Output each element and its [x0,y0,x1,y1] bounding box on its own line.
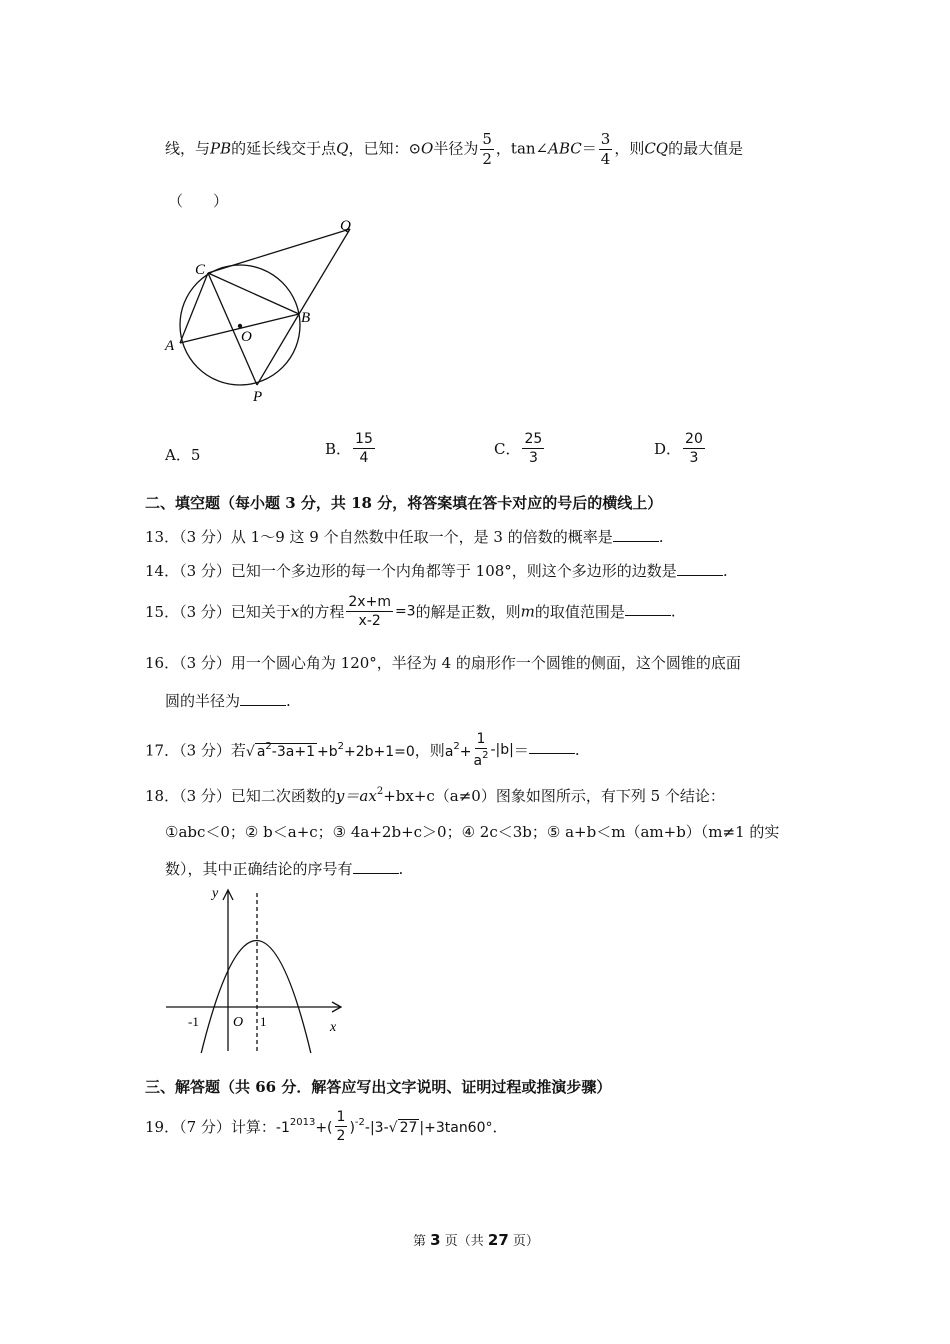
label-a: A [165,338,175,354]
section3-title: 三、解答题（共 66 分．解答应写出文字说明、证明过程或推演步骤） [145,1078,612,1096]
tan-fraction: $\frac{3}{4}$ [600,130,611,168]
tick-label-neg1: -1 [188,1014,199,1029]
q16-line2: 圆的半径为 . [165,692,291,710]
q18-line1: 18．（3 分）已知二次函数的$y=ax^2+bx+c(a\ne 0)$图象如图所示，有下列 5 个结论： [145,786,725,805]
label-p: P [253,389,263,405]
q14: 14．（3 分）已知一个多边形的每一个内角都等于 108°，则这个多边形的边数是 . [145,562,728,580]
q13: 13．（3 分）从 1～9 这 9 个自然数中任取一个，是 3 的倍数的概率是 . [145,528,664,546]
equation-fraction: $\frac{2x+m}{x-2}$ [348,594,391,629]
circle-figure [155,215,375,410]
q12-line1: 线，与PB的延长线交于点Q，已知：⊙O半径为 $\frac{5}{2}$ ，tan∠ABC＝ $\frac{3}{4}$ ，则CQ的最大值是 [165,130,744,168]
q16-line1: 16．（3 分）用一个圆心角为 120°，半径为 4 的扇形作一个圆锥的侧面，这个圆锥的底面 [145,654,741,672]
answer-blank [625,601,671,616]
page-total: 27 [487,1231,509,1249]
axis-label-y: y [212,886,219,901]
option-a: A．5 [165,446,201,464]
answer-blank [529,739,575,754]
section2-title: 二、填空题（每小题 3 分，共 18 分，将答案填在答卡对应的号后的横线上） [145,494,663,512]
axis-label-x: x [330,1020,337,1035]
radius-fraction: $\frac{5}{2}$ [482,130,492,168]
q12-paren: （ ） [168,192,229,210]
q18-line3: 数），其中正确结论的序号有 . [165,860,404,878]
tick-label-1: 1 [260,1014,267,1029]
label-b: B [301,310,311,326]
label-o: O [241,329,252,345]
label-c: C [195,262,206,278]
parabola-graph [160,883,350,1053]
answer-blank [240,691,286,706]
answer-blank [613,527,659,542]
origin-label: O [233,1015,244,1030]
q17: 17．（3 分）若√ $a^2-3a+1 +b^2+2b+1=0$，则$a^2+$ $\frac{1}{a^2}$ -|b|＝ . [145,731,580,769]
option-d: D． $\frac{20}{3}$ [654,431,703,466]
page-footer: 第 3 页（共 27 页） [413,1231,539,1249]
q19: 19．（7 分）计算：$-1^{2013}+$( $\frac{1}{2}$ )$^{-2}$-|3-√ 27 |+3tan60°． [145,1109,508,1144]
option-c: C． $\frac{25}{3}$ [494,431,543,466]
option-b: B． $\frac{15}{4}$ [325,431,373,466]
sqrt-expression: $a^2-3a+1$ [256,740,315,760]
page-number: 3 [430,1231,441,1249]
q18-line2: ①abc＜0；② b＜a+c；③ 4a+2b+c＞0；④ 2c＜3b；⑤ a+b＜m（am+b）（m≠1 的实 [165,823,780,841]
q19-fraction: $\frac{1}{2}$ [336,1109,346,1144]
q15: 15．（3 分）已知关于x的方程 $\frac{2x+m}{x-2}$ =3的解是正数，则m的取值范围是 . [145,594,676,629]
answer-blank [677,561,723,576]
q17-fraction: $\frac{1}{a^2}$ [473,731,489,769]
answer-blank [353,859,399,874]
label-q: Q [340,218,351,234]
